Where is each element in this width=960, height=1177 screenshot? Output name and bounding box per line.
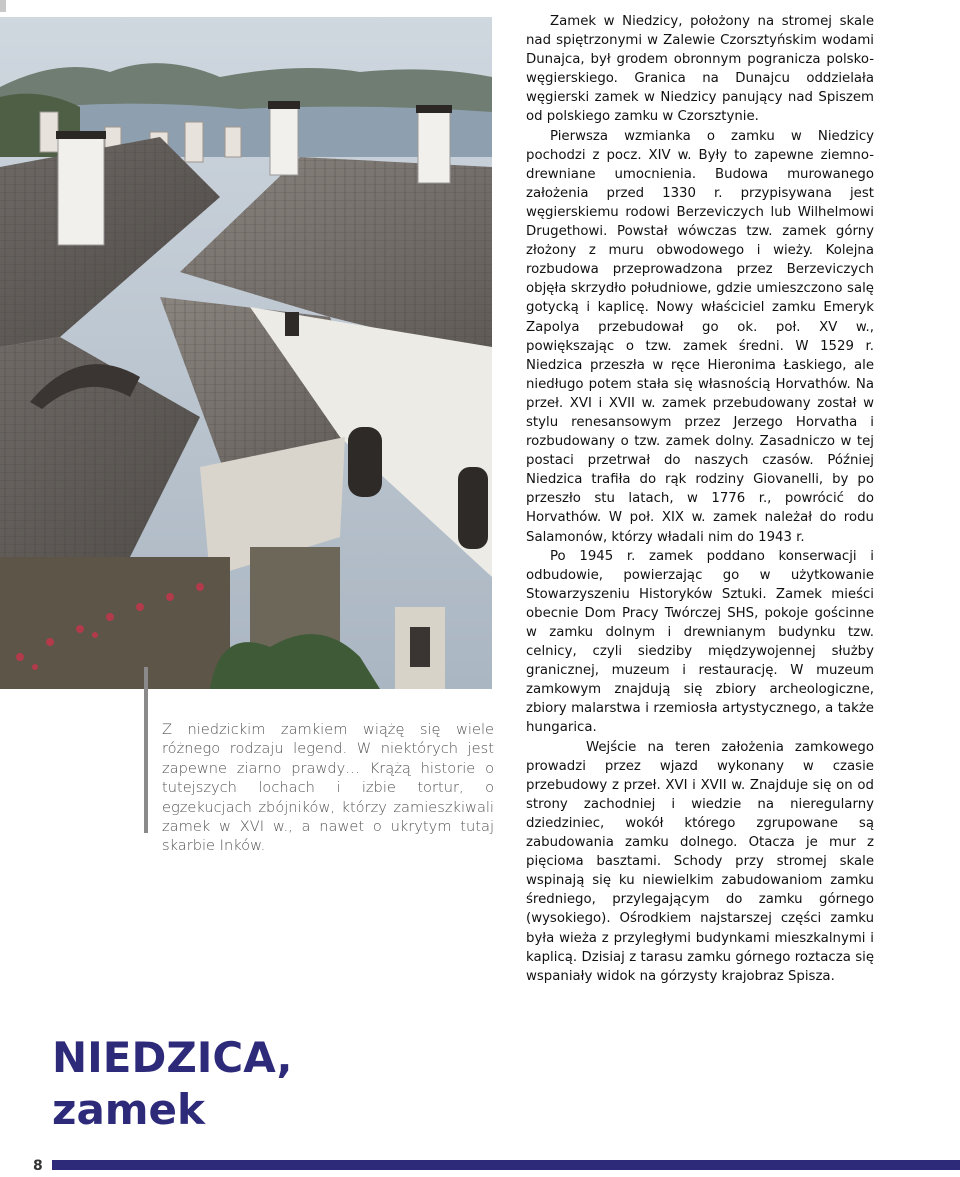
paragraph-restoration: Po 1945 r. zamek poddano konserwacji i odbudowie, powierzając go w użytkowanie Stowarzyszeniu Historyków Sztuki. Zamek mieści obecnie Dom Pracy Twórczej SHS, pokoje gościnne w zamku dolnym i drewnianym budynku tzw. celnicy, czyli siedziby międzywojennej służby granicznej, muzeum i restaurację. W muzeum zamkowym znajdują się zbiory archeologiczne, zbiory malarstwa i rzemiosła artystycznego, a także hungarica. [526, 548, 874, 736]
caption-bar [144, 667, 148, 833]
footer-bar [52, 1160, 960, 1170]
paragraph-layout: Wejście na teren założenia zamkowego prowadzi przez wjazd wykonany w czasie przebudowy z przeł. XVI i XVII w. Znajduje się on od strony zachodniej i wiedzie na nieregularny dziedziniec, wokół którego zgrupowane są zabudowania zamku dolnego. Otacza je mur z pięciома basztami. Schody przy stromej skale wspinają się ku niewielkim zabudowaniom zamku średniego, przylegającym do zamku górnego (wysokiego). Ośrodkiem najstarszej części zamku była wieża z przyległymi budynkami mieszkalnymi i kaplicą. Dzisiaj z tarasu zamku górnego roztacza się wspaniały widok na górzysty krajobraz Spisza. [526, 739, 874, 984]
title-line-1: NIEDZICA, [52, 1033, 293, 1082]
page-title [52, 1032, 292, 1136]
page-number: 8 [33, 1158, 43, 1174]
photo-caption: Z niedzickim zamkiem wiążę się wiele różnego rodzaju legend. W niektórych jest zapewne ziarno prawdy… Krążą historie o tutejszych lochach i izbie tortur, o egzekucjach zbójników, którzy zamieszkiwali zamek w XVI w., a nawet o ukrytym tutaj skarbie Inków. [162, 721, 494, 855]
corner-mark [0, 0, 6, 12]
paragraph-history: Pierwsza wzmianka o zamku w Niedzicy pochodzi z pocz. XIV w. Były to zapewne ziemno-drewniane umocnienia. Budowa murowanego założenia przed 1330 r. przypisywana jest węgierskiemu rodowi Berzeviczych lub Wilhelmowi Drugethowi. Powstał wówczas tzw. zamek górny złożony z muru obwodowego i wieży. Kolejna rozbudowa przeprowadzona przez Berzeviczych objęła skrzydło południowe, gdzie umieszczono salę gotycką i kaplicę. Nowy właściciel zamku Emeryk Zapolya przebudował go ok. poł. XV w., powiększając o tzw. zamek średni. W 1529 r. Niedzica przeszła w ręce Hieronima Łaskiego, ale niedługo potem stała się własnością Horvathów. Na przeł. XVI i XVII w. zamek przebudowany został w stylu renesansowym przez Jerzego Horvatha i rozbudowany o tzw. zamek dolny. Zasadniczo w tej postaci przetrwał do naszych czasów. Później Niedzica trafiła do rąk rodziny Giovanelli, by po przeszło stu latach, w 1776 r., powrócić do Horvathów. W poł. XIX w. zamek należał do rodu Salamonów, którzy władali nim do 1943 r. [526, 128, 874, 545]
article-body [526, 12, 874, 986]
title-line-2: zamek [52, 1085, 205, 1134]
castle-photo [0, 17, 492, 689]
paragraph-intro: Zamek w Niedzicy, położony na stromej skale nad spiętrzonymi w Zalewie Czorsztyńskim wodami Dunajca, był grodem obronnym pogranicza polsko-węgierskiego. Granica na Dunajcu oddzielała węgierski zamek w Niedzicy panujący nad Spiszem od polskiego zamku w Czorsztynie. [526, 14, 874, 125]
